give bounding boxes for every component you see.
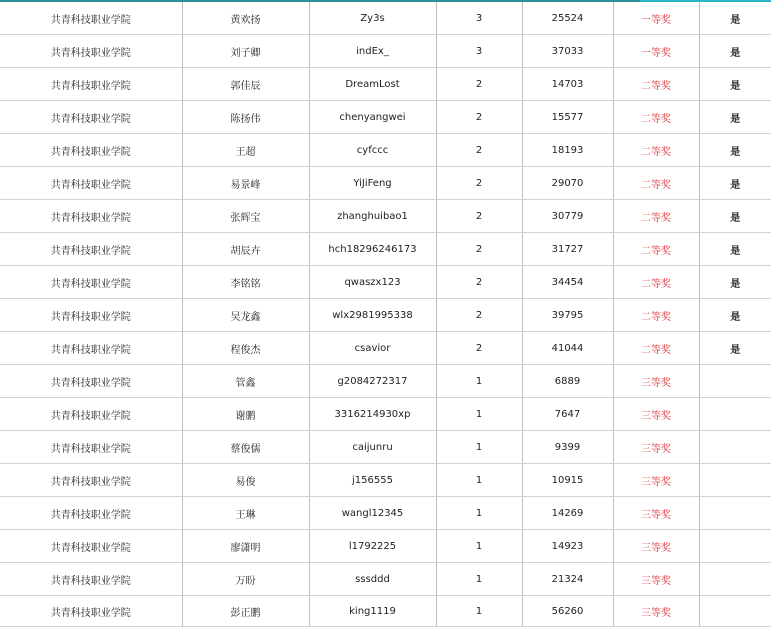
name-cell: 刘子卿 <box>182 35 309 68</box>
school-cell: 共青科技职业学院 <box>0 266 182 299</box>
flag-cell <box>699 431 771 464</box>
rank-cell: 30779 <box>522 200 613 233</box>
flag-cell <box>699 365 771 398</box>
solved-count-cell: 2 <box>436 233 522 266</box>
school-cell: 共青科技职业学院 <box>0 365 182 398</box>
name-cell: 程俊杰 <box>182 332 309 365</box>
name-cell: 郭佳辰 <box>182 68 309 101</box>
rank-cell: 25524 <box>522 2 613 35</box>
rank-cell: 15577 <box>522 101 613 134</box>
table-row <box>0 464 771 497</box>
rank-cell: 9399 <box>522 431 613 464</box>
name-cell: 彭正鹏 <box>182 596 309 627</box>
school-cell: 共青科技职业学院 <box>0 464 182 497</box>
flag-cell <box>699 596 771 627</box>
flag-cell <box>699 464 771 497</box>
rank-cell: 31727 <box>522 233 613 266</box>
solved-count-cell: 1 <box>436 431 522 464</box>
award-cell: 三等奖 <box>613 596 699 627</box>
user-id-cell: csavior <box>309 332 436 365</box>
user-id-cell: chenyangwei <box>309 101 436 134</box>
name-cell: 管鑫 <box>182 365 309 398</box>
school-cell: 共青科技职业学院 <box>0 398 182 431</box>
table-row <box>0 497 771 530</box>
name-cell: 王琳 <box>182 497 309 530</box>
name-cell: 吴龙鑫 <box>182 299 309 332</box>
solved-count-cell: 3 <box>436 35 522 68</box>
rank-cell: 37033 <box>522 35 613 68</box>
school-cell: 共青科技职业学院 <box>0 596 182 627</box>
table-row <box>0 233 771 266</box>
name-cell: 谢鹏 <box>182 398 309 431</box>
rank-cell: 14923 <box>522 530 613 563</box>
name-cell: 易景峰 <box>182 167 309 200</box>
flag-cell: 是 <box>699 233 771 266</box>
table-row <box>0 266 771 299</box>
user-id-cell: hch18296246173 <box>309 233 436 266</box>
award-cell: 二等奖 <box>613 233 699 266</box>
name-cell: 廖潇明 <box>182 530 309 563</box>
award-cell: 一等奖 <box>613 35 699 68</box>
school-cell: 共青科技职业学院 <box>0 167 182 200</box>
user-id-cell: YiJiFeng <box>309 167 436 200</box>
rank-cell: 6889 <box>522 365 613 398</box>
user-id-cell: zhanghuibao1 <box>309 200 436 233</box>
solved-count-cell: 1 <box>436 530 522 563</box>
rank-cell: 14269 <box>522 497 613 530</box>
award-cell: 三等奖 <box>613 563 699 596</box>
results-table <box>0 2 771 627</box>
award-cell: 二等奖 <box>613 68 699 101</box>
table-row <box>0 200 771 233</box>
award-cell: 二等奖 <box>613 332 699 365</box>
user-id-cell: king1119 <box>309 596 436 627</box>
results-table-body <box>0 2 771 627</box>
user-id-cell: j156555 <box>309 464 436 497</box>
table-row <box>0 68 771 101</box>
flag-cell: 是 <box>699 332 771 365</box>
award-cell: 三等奖 <box>613 530 699 563</box>
name-cell: 胡辰卉 <box>182 233 309 266</box>
solved-count-cell: 2 <box>436 299 522 332</box>
school-cell: 共青科技职业学院 <box>0 332 182 365</box>
rank-cell: 21324 <box>522 563 613 596</box>
flag-cell <box>699 398 771 431</box>
table-row <box>0 431 771 464</box>
solved-count-cell: 2 <box>436 68 522 101</box>
rank-cell: 39795 <box>522 299 613 332</box>
user-id-cell: l1792225 <box>309 530 436 563</box>
award-cell: 二等奖 <box>613 266 699 299</box>
school-cell: 共青科技职业学院 <box>0 200 182 233</box>
rank-cell: 41044 <box>522 332 613 365</box>
solved-count-cell: 1 <box>436 464 522 497</box>
user-id-cell: cyfccc <box>309 134 436 167</box>
solved-count-cell: 1 <box>436 563 522 596</box>
table-row <box>0 596 771 627</box>
table-row <box>0 101 771 134</box>
solved-count-cell: 1 <box>436 596 522 627</box>
award-cell: 三等奖 <box>613 497 699 530</box>
school-cell: 共青科技职业学院 <box>0 530 182 563</box>
flag-cell: 是 <box>699 266 771 299</box>
user-id-cell: wangl12345 <box>309 497 436 530</box>
user-id-cell: indEx_ <box>309 35 436 68</box>
flag-cell: 是 <box>699 200 771 233</box>
user-id-cell: caijunru <box>309 431 436 464</box>
award-cell: 二等奖 <box>613 101 699 134</box>
table-row <box>0 563 771 596</box>
name-cell: 易俊 <box>182 464 309 497</box>
user-id-cell: wlx2981995338 <box>309 299 436 332</box>
name-cell: 黄欢扬 <box>182 2 309 35</box>
user-id-cell: sssddd <box>309 563 436 596</box>
solved-count-cell: 2 <box>436 266 522 299</box>
table-row <box>0 134 771 167</box>
award-cell: 二等奖 <box>613 299 699 332</box>
school-cell: 共青科技职业学院 <box>0 68 182 101</box>
rank-cell: 14703 <box>522 68 613 101</box>
flag-cell: 是 <box>699 134 771 167</box>
flag-cell <box>699 530 771 563</box>
flag-cell <box>699 563 771 596</box>
award-cell: 一等奖 <box>613 2 699 35</box>
school-cell: 共青科技职业学院 <box>0 233 182 266</box>
award-cell: 二等奖 <box>613 200 699 233</box>
table-row <box>0 332 771 365</box>
flag-cell <box>699 497 771 530</box>
user-id-cell: DreamLost <box>309 68 436 101</box>
rank-cell: 29070 <box>522 167 613 200</box>
solved-count-cell: 1 <box>436 365 522 398</box>
table-row <box>0 299 771 332</box>
award-cell: 三等奖 <box>613 365 699 398</box>
user-id-cell: g2084272317 <box>309 365 436 398</box>
flag-cell: 是 <box>699 35 771 68</box>
user-id-cell: Zy3s <box>309 2 436 35</box>
table-row <box>0 365 771 398</box>
flag-cell: 是 <box>699 101 771 134</box>
solved-count-cell: 2 <box>436 167 522 200</box>
table-row <box>0 2 771 35</box>
flag-cell: 是 <box>699 2 771 35</box>
user-id-cell: qwaszx123 <box>309 266 436 299</box>
solved-count-cell: 2 <box>436 134 522 167</box>
name-cell: 王超 <box>182 134 309 167</box>
solved-count-cell: 2 <box>436 332 522 365</box>
award-cell: 二等奖 <box>613 167 699 200</box>
school-cell: 共青科技职业学院 <box>0 2 182 35</box>
table-row <box>0 530 771 563</box>
school-cell: 共青科技职业学院 <box>0 497 182 530</box>
name-cell: 万盼 <box>182 563 309 596</box>
solved-count-cell: 3 <box>436 2 522 35</box>
award-cell: 三等奖 <box>613 398 699 431</box>
school-cell: 共青科技职业学院 <box>0 299 182 332</box>
school-cell: 共青科技职业学院 <box>0 431 182 464</box>
name-cell: 蔡俊儒 <box>182 431 309 464</box>
flag-cell: 是 <box>699 68 771 101</box>
solved-count-cell: 1 <box>436 398 522 431</box>
rank-cell: 7647 <box>522 398 613 431</box>
school-cell: 共青科技职业学院 <box>0 35 182 68</box>
table-row <box>0 398 771 431</box>
flag-cell: 是 <box>699 299 771 332</box>
school-cell: 共青科技职业学院 <box>0 563 182 596</box>
school-cell: 共青科技职业学院 <box>0 101 182 134</box>
award-cell: 二等奖 <box>613 134 699 167</box>
rank-cell: 56260 <box>522 596 613 627</box>
table-row <box>0 35 771 68</box>
solved-count-cell: 1 <box>436 497 522 530</box>
rank-cell: 10915 <box>522 464 613 497</box>
name-cell: 李铭铭 <box>182 266 309 299</box>
school-cell: 共青科技职业学院 <box>0 134 182 167</box>
flag-cell: 是 <box>699 167 771 200</box>
award-cell: 三等奖 <box>613 464 699 497</box>
rank-cell: 34454 <box>522 266 613 299</box>
solved-count-cell: 2 <box>436 200 522 233</box>
solved-count-cell: 2 <box>436 101 522 134</box>
award-cell: 三等奖 <box>613 431 699 464</box>
user-id-cell: 3316214930xp <box>309 398 436 431</box>
rank-cell: 18193 <box>522 134 613 167</box>
table-row <box>0 167 771 200</box>
name-cell: 张辉宝 <box>182 200 309 233</box>
name-cell: 陈扬伟 <box>182 101 309 134</box>
